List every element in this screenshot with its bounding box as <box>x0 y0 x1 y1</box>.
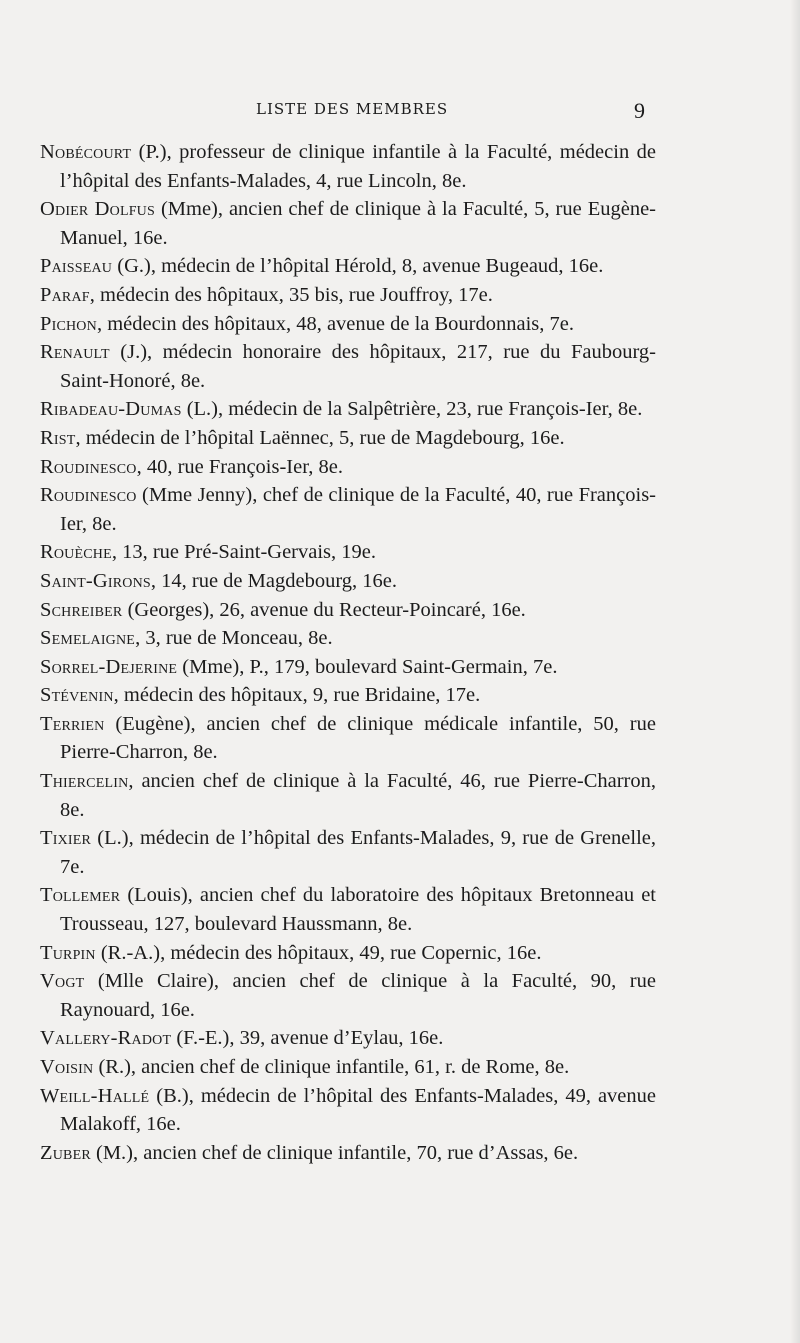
member-details: (Mlle Claire), ancien chef de clinique à la Faculté, 90, rue Raynouard, 16e. <box>60 970 656 1021</box>
member-name: Roudinesco <box>40 484 137 507</box>
member-details: (F.-E.), 39, avenue d’Eylau, 16e. <box>171 1027 444 1050</box>
member-entry <box>40 281 656 310</box>
member-entry <box>40 1082 656 1139</box>
member-entry <box>40 1139 656 1168</box>
member-details: (Eugène), ancien chef de clinique médicale infantile, 50, rue Pierre-Charron, 8e. <box>60 712 656 764</box>
member-entry <box>40 395 656 424</box>
member-entry <box>40 453 656 482</box>
member-name: Ribadeau-Dumas <box>40 398 182 421</box>
member-name: Semelaigne <box>40 627 136 650</box>
page-header <box>0 100 800 130</box>
member-name: Rist <box>40 426 76 449</box>
member-details: , médecin des hôpitaux, 9, rue Bridaine, 17e. <box>113 684 481 707</box>
member-entry <box>40 252 656 281</box>
member-name: Vogt <box>40 970 85 993</box>
member-entry <box>40 424 656 453</box>
member-list <box>40 138 656 1167</box>
member-entry <box>40 538 656 567</box>
member-entry <box>40 824 656 881</box>
member-entry <box>40 939 656 968</box>
member-details: (B.), médecin de l’hôpital des Enfants-Malades, 49, avenue Malakoff, 16e. <box>60 1084 656 1136</box>
member-name: Pichon <box>40 312 97 335</box>
member-details: (Louis), ancien chef du laboratoire des hôpitaux Bretonneau et Trousseau, 127, boulevard Haussmann, 8e. <box>60 884 656 936</box>
member-entry <box>40 710 656 767</box>
member-name: Turpin <box>40 941 96 964</box>
member-details: , médecin des hôpitaux, 35 bis, rue Jouffroy, 17e. <box>89 283 493 306</box>
member-name: Schreiber <box>40 598 123 621</box>
member-entry <box>40 653 656 682</box>
member-entry <box>40 881 656 938</box>
member-entry <box>40 567 656 596</box>
member-details: , médecin des hôpitaux, 48, avenue de la Bourdonnais, 7e. <box>96 312 575 335</box>
member-name: Zuber <box>40 1141 91 1164</box>
member-name: Sorrel-Dejerine <box>40 655 178 678</box>
member-name: Tixier <box>40 827 92 850</box>
member-name: Thiercelin <box>40 770 129 793</box>
member-name: Saint-Girons <box>40 569 151 592</box>
member-entry <box>40 195 656 252</box>
member-details: (L.), médecin de l’hôpital des Enfants-Malades, 9, rue de Grenelle, 7e. <box>60 827 656 878</box>
member-name: Nobécourt <box>40 141 132 163</box>
member-details: (L.), médecin de la Salpêtrière, 23, rue François-Ier, 8e. <box>181 398 643 421</box>
member-details: (R.-A.), médecin des hôpitaux, 49, rue Copernic, 16e. <box>95 941 542 964</box>
member-details: , ancien chef de clinique à la Faculté, 46, rue Pierre-Charron, 8e. <box>60 770 656 821</box>
member-name: Vallery-Radot <box>40 1027 172 1050</box>
member-entry <box>40 596 656 625</box>
member-details: (G.), médecin de l’hôpital Hérold, 8, avenue Bugeaud, 16e. <box>112 255 604 278</box>
member-entry <box>40 310 656 339</box>
member-name: Roudinesco <box>40 455 137 478</box>
member-name: Renault <box>40 341 110 364</box>
member-name: Rouèche <box>40 541 112 564</box>
member-name: Terrien <box>40 712 105 735</box>
member-details: (R.), ancien chef de clinique infantile, 61, r. de Rome, 8e. <box>93 1056 570 1078</box>
member-details: (P.), professeur de clinique infantile à la Faculté, médecin de l’hôpital des Enfants-Malades, 4, rue Lincoln, 8e. <box>60 141 656 192</box>
member-name: Paraf <box>40 283 90 306</box>
member-entry <box>40 338 656 395</box>
member-entry <box>40 767 656 824</box>
member-details: (Mme Jenny), chef de clinique de la Faculté, 40, rue François-Ier, 8e. <box>60 484 656 535</box>
member-entry <box>40 681 656 710</box>
member-entry <box>40 967 656 1024</box>
member-name: Stévenin <box>40 684 114 707</box>
member-details: (Mme), ancien chef de clinique à la Faculté, 5, rue Eugène-Manuel, 16e. <box>60 198 656 249</box>
member-details: (Mme), P., 179, boulevard Saint-Germain, 7e. <box>177 655 558 678</box>
member-name: Paisseau <box>40 255 113 278</box>
member-name: Odier Dolfus <box>40 198 155 221</box>
member-name: Tollemer <box>40 884 121 907</box>
member-entry <box>40 138 656 195</box>
member-entry <box>40 1024 656 1053</box>
page-edge-shadow <box>790 0 800 1343</box>
member-entry <box>40 1053 656 1082</box>
member-entry <box>40 481 656 538</box>
member-details: , 14, rue de Magdebourg, 16e. <box>150 569 398 592</box>
member-entry <box>40 624 656 653</box>
member-details: (J.), médecin honoraire des hôpitaux, 217, rue du Faubourg-Saint-Honoré, 8e. <box>60 341 656 392</box>
member-name: Voisin <box>40 1056 94 1078</box>
running-title: LISTE DES MEMBRES <box>256 100 449 118</box>
member-details: (M.), ancien chef de clinique infantile, 70, rue d’Assas, 6e. <box>90 1141 579 1164</box>
member-details: , 3, rue de Monceau, 8e. <box>135 627 333 650</box>
member-details: , médecin de l’hôpital Laënnec, 5, rue de Magdebourg, 16e. <box>75 426 565 449</box>
member-details: (Georges), 26, avenue du Recteur-Poincaré, 16e. <box>122 598 526 621</box>
member-name: Weill-Hallé <box>40 1084 150 1107</box>
member-details: , 40, rue François-Ier, 8e. <box>136 455 343 478</box>
member-details: , 13, rue Pré-Saint-Gervais, 19e. <box>111 541 377 564</box>
page-number: 9 <box>634 98 645 123</box>
